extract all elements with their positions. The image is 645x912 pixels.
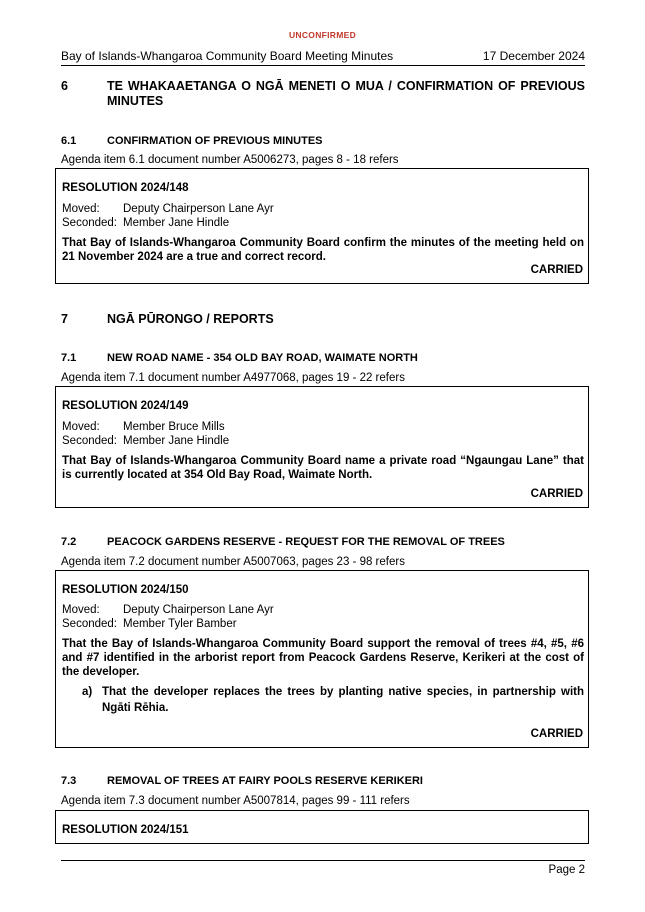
item-title: CONFIRMATION OF PREVIOUS MINUTES: [107, 135, 323, 147]
section-number: 6: [61, 79, 68, 93]
header-divider: [61, 65, 585, 66]
moved-by: Deputy Chairperson Lane Ayr: [123, 203, 274, 215]
moved-label: Moved:: [62, 203, 100, 215]
resolution-number: RESOLUTION 2024/148: [62, 182, 189, 194]
item-number: 6.1: [61, 135, 77, 147]
carried-label: CARRIED: [530, 728, 583, 740]
section-title: TE WHAKAAETANGA O NGĀ MENETI O MUA / CONFIRMATION OF PREVIOUS MINUTES: [107, 79, 585, 108]
resolution-number: RESOLUTION 2024/149: [62, 400, 189, 412]
seconded-row: [62, 435, 229, 447]
moved-row: [62, 203, 274, 215]
moved-by: Member Bruce Mills: [123, 421, 225, 433]
agenda-reference: Agenda item 7.3 document number A5007814, pages 99 - 111 refers: [61, 795, 410, 807]
agenda-reference: Agenda item 7.1 document number A4977068, pages 19 - 22 refers: [61, 372, 405, 384]
unconfirmed-label: UNCONFIRMED: [288, 30, 357, 40]
moved-row: [62, 421, 225, 433]
resolution-text: That Bay of Islands-Whangaroa Community Board name a private road “Ngaungau Lane” that is currently located at 354 Old Bay Road, Waimate North.: [62, 455, 584, 481]
item-title: NEW ROAD NAME - 354 OLD BAY ROAD, WAIMATE NORTH: [107, 352, 418, 364]
item-title: REMOVAL OF TREES AT FAIRY POOLS RESERVE KERIKERI: [107, 775, 423, 787]
list-marker: a): [82, 686, 93, 698]
agenda-reference: Agenda item 7.2 document number A5007063, pages 23 - 98 refers: [61, 556, 405, 568]
seconded-row: [62, 217, 229, 229]
resolution-number: RESOLUTION 2024/150: [62, 584, 189, 596]
meeting-date: 17 December 2024: [482, 49, 585, 63]
moved-by: Deputy Chairperson Lane Ayr: [123, 604, 274, 616]
carried-label: CARRIED: [530, 488, 583, 500]
resolution-number: RESOLUTION 2024/151: [62, 824, 189, 836]
list-text: That the developer replaces the trees by planting native species, in partnership with Ngāti Rēhia.: [102, 686, 584, 714]
seconded-label: Seconded:: [62, 618, 117, 630]
moved-label: Moved:: [62, 604, 100, 616]
resolution-text: That Bay of Islands-Whangaroa Community Board confirm the minutes of the meeting held on 21 November 2024 are a true and correct record.: [62, 237, 584, 263]
footer-divider: [61, 860, 585, 861]
moved-label: Moved:: [62, 421, 100, 433]
moved-row: [62, 604, 274, 616]
resolution-box-150: [55, 570, 589, 748]
seconded-by: Member Tyler Bamber: [123, 618, 237, 630]
seconded-by: Member Jane Hindle: [123, 435, 230, 447]
resolution-box-151: [55, 810, 589, 844]
item-number: 7.3: [61, 775, 77, 787]
resolution-text: That the Bay of Islands-Whangaroa Community Board support the removal of trees #4, #5, #6 and #7 identified in the arborist report from Peacock Gardens Reserve, Kerikeri at the cost of the developer.: [62, 638, 584, 678]
document-title: Bay of Islands-Whangaroa Community Board Meeting Minutes: [61, 49, 394, 63]
seconded-label: Seconded:: [62, 217, 117, 229]
section-title: NGĀ PŪRONGO / REPORTS: [107, 312, 274, 326]
resolution-box-148: [55, 168, 589, 284]
item-number: 7.2: [61, 536, 77, 548]
seconded-by: Member Jane Hindle: [123, 217, 230, 229]
resolution-box-149: [55, 386, 589, 508]
item-number: 7.1: [61, 352, 77, 364]
seconded-row: [62, 618, 237, 630]
carried-label: CARRIED: [530, 264, 583, 276]
list-item: [82, 684, 584, 716]
seconded-label: Seconded:: [62, 435, 117, 447]
item-title: PEACOCK GARDENS RESERVE - REQUEST FOR THE REMOVAL OF TREES: [107, 536, 505, 548]
section-number: 7: [61, 312, 68, 326]
page-number: Page 2: [548, 864, 585, 876]
agenda-reference: Agenda item 6.1 document number A5006273, pages 8 - 18 refers: [61, 154, 399, 166]
